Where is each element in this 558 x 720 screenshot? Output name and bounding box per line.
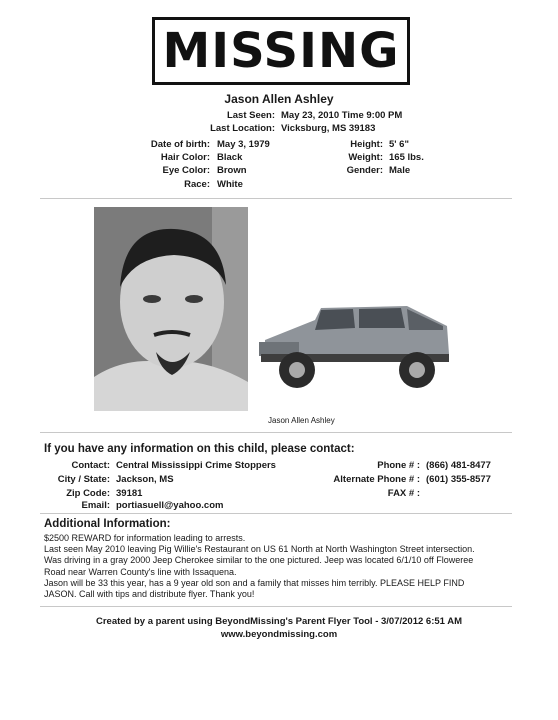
city-state-label: City / State: bbox=[57, 474, 110, 485]
missing-banner bbox=[152, 17, 410, 85]
dob-value: May 3, 1979 bbox=[217, 139, 270, 150]
gender-label: Gender: bbox=[346, 165, 383, 176]
person-photo bbox=[94, 207, 248, 411]
info-line: $2500 REWARD for information leading to arrests. bbox=[44, 533, 246, 543]
weight-value: 165 lbs. bbox=[389, 152, 424, 163]
height-label: Height: bbox=[350, 139, 383, 150]
zip-code-value: 39181 bbox=[116, 488, 143, 499]
additional-info-heading: Additional Information: bbox=[44, 518, 171, 530]
divider-lower bbox=[40, 513, 512, 514]
alternate-phone-value: (601) 355-8577 bbox=[426, 474, 491, 485]
race-label: Race: bbox=[184, 179, 210, 190]
info-line: Jason will be 33 this year, has a 9 year old son and a family that misses him terribly. PLEASE HELP FIND bbox=[44, 577, 465, 588]
vehicle-photo bbox=[257, 298, 457, 393]
info-line: JASON. Call with tips and distribute flyer. Thank you! bbox=[44, 589, 255, 600]
height-value: 5' 6" bbox=[389, 139, 409, 150]
last-location-label: Last Location: bbox=[210, 123, 275, 134]
info-line: Road near Warren County's line with Issaquena. bbox=[44, 566, 237, 577]
photo-caption: Jason Allen Ashley bbox=[268, 416, 335, 425]
person-photo-drawing bbox=[94, 207, 248, 411]
additional-info-text bbox=[44, 533, 534, 600]
zip-code-label: Zip Code: bbox=[66, 488, 110, 499]
dob-label: Date of birth: bbox=[150, 139, 210, 150]
footer-website: www.beyondmissing.com bbox=[220, 629, 338, 640]
missing-title: MISSING bbox=[162, 23, 400, 79]
person-name: Jason Allen Ashley bbox=[224, 92, 334, 106]
last-seen-value: May 23, 2010 Time 9:00 PM bbox=[281, 110, 403, 121]
phone-label: Phone # : bbox=[377, 460, 420, 471]
contact-label: Contact: bbox=[71, 460, 110, 471]
fax-label: FAX # : bbox=[387, 488, 420, 499]
jeep-drawing bbox=[257, 298, 457, 393]
eye-color-label: Eye Color: bbox=[162, 165, 210, 176]
weight-label: Weight: bbox=[348, 152, 383, 163]
divider-middle bbox=[40, 432, 512, 433]
city-state-value: Jackson, MS bbox=[116, 474, 174, 485]
phone-value: (866) 481-8477 bbox=[426, 460, 491, 471]
contact-value: Central Mississippi Crime Stoppers bbox=[116, 460, 276, 471]
divider-top bbox=[40, 198, 512, 199]
footer-credit: Created by a parent using BeyondMissing's Parent Flyer Tool - 3/07/2012 6:51 AM bbox=[95, 616, 462, 627]
race-value: White bbox=[217, 179, 243, 190]
hair-color-value: Black bbox=[217, 152, 243, 163]
last-seen-label: Last Seen: bbox=[226, 110, 275, 121]
contact-heading: If you have any information on this child, please contact: bbox=[44, 443, 355, 455]
email-label: Email: bbox=[81, 500, 110, 511]
gender-value: Male bbox=[389, 165, 411, 176]
divider-bottom bbox=[40, 606, 512, 607]
info-line: Last seen May 2010 leaving Pig Willie's Restaurant on US 61 North at North Washington Street intersection. bbox=[44, 544, 475, 555]
eye-color-value: Brown bbox=[217, 165, 247, 176]
last-location-value: Vicksburg, MS 39183 bbox=[281, 123, 376, 134]
email-value: portiasuell@yahoo.com bbox=[116, 500, 224, 511]
info-line: Was driving in a gray 2000 Jeep Cherokee similar to the one pictured. Jeep was located 6/1/10 off Floweree bbox=[44, 555, 474, 566]
hair-color-label: Hair Color: bbox=[160, 152, 210, 163]
alternate-phone-label: Alternate Phone # : bbox=[333, 474, 420, 485]
